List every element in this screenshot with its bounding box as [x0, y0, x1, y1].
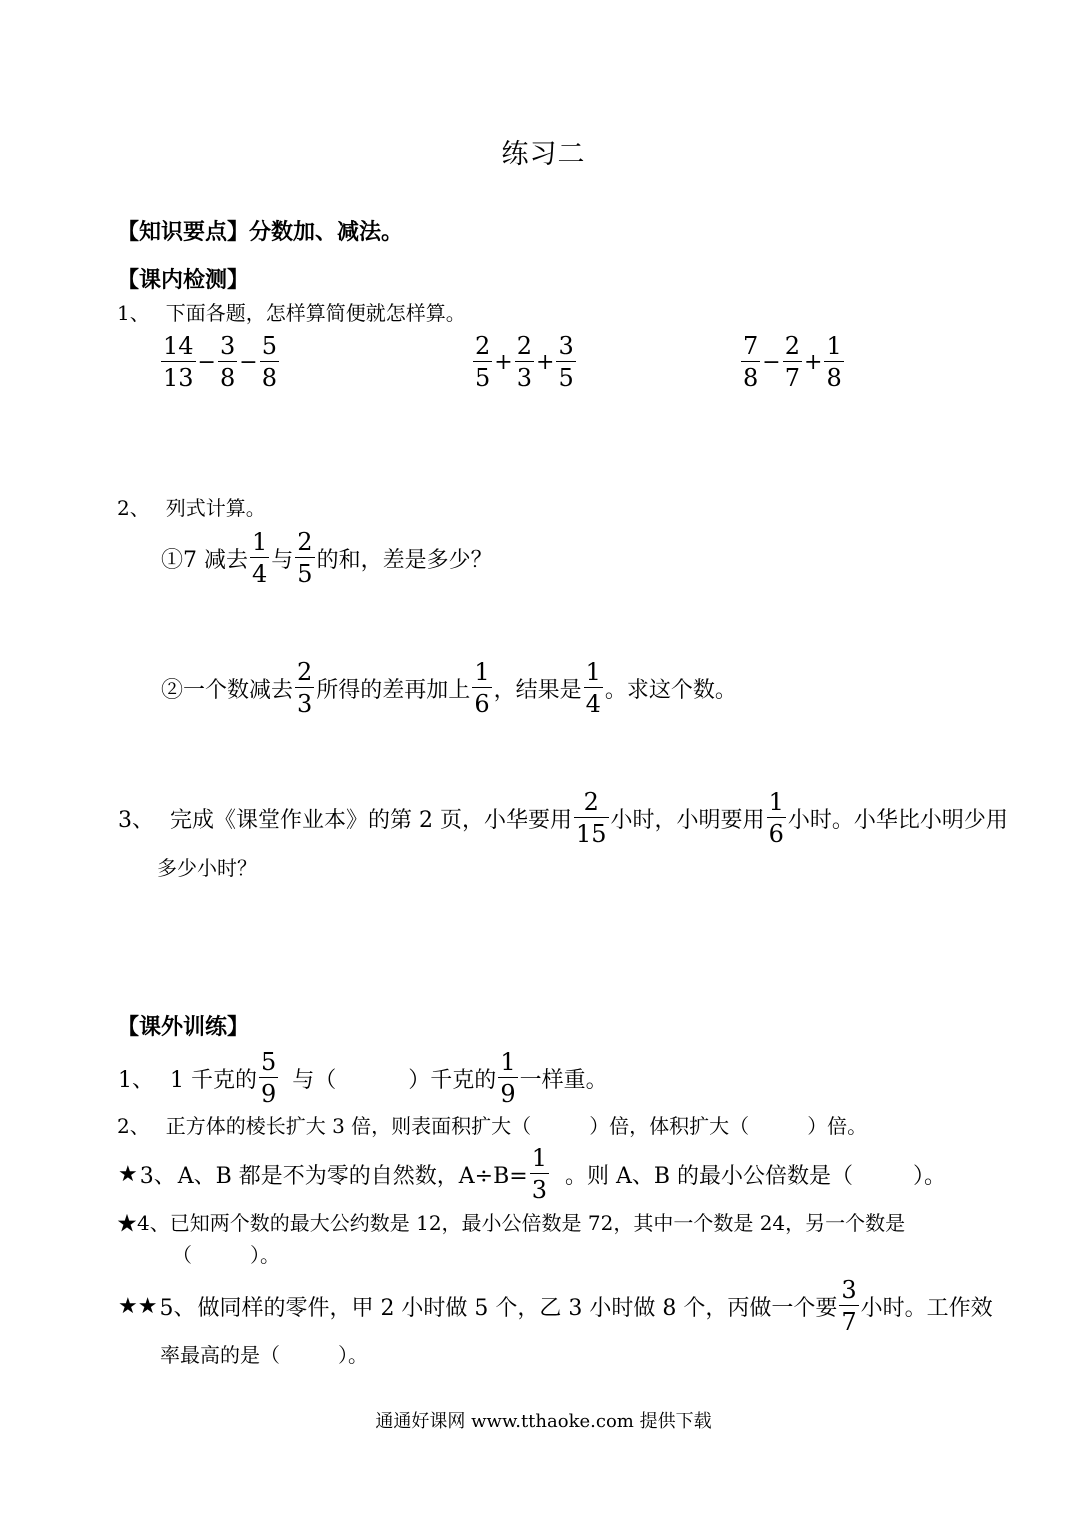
question-3-line-2: 多少小时？: [157, 856, 257, 880]
fraction: $\frac{1}{4}$: [585, 658, 601, 718]
question-text: 列式计算。: [165, 496, 266, 520]
fraction: $\frac{1}{6}$: [768, 788, 784, 848]
fraction: $\frac{1}{3}$: [531, 1144, 547, 1204]
knowledge-section: [117, 218, 403, 248]
extra-question-2: 2、 正方体的棱长扩大 3 倍，则表面积扩大（ ）倍，体积扩大（ ）倍。: [117, 1114, 868, 1138]
knowledge-label: 【知识要点】: [117, 220, 250, 245]
fraction: $\frac{1}{9}$: [500, 1048, 516, 1108]
star-icon: ★: [118, 1161, 138, 1187]
star-icon: ★: [117, 1211, 137, 1235]
operator: −: [239, 349, 258, 375]
fraction: $\frac{14}{13}$: [163, 332, 194, 392]
extra-question-1: 1、 1 千克的 $\frac{5}{9}$ 与（ ）千克的 $\frac{1}{9}$ 一样重。: [118, 1048, 608, 1108]
fraction: $\frac{2}{15}$: [576, 788, 607, 848]
fraction: $\frac{2}{3}$: [297, 658, 313, 718]
fraction: $\frac{7}{8}$: [743, 332, 759, 392]
expression-a: [160, 334, 280, 390]
question-number: 2、: [117, 1114, 150, 1138]
operator: −: [197, 349, 216, 375]
question-number: 3、: [118, 807, 154, 833]
in-class-label: 【课内检测】: [117, 268, 250, 293]
page-title: 练习二: [501, 139, 586, 170]
extra-question-4-line-2: （ ）。: [172, 1243, 280, 1267]
fraction: $\frac{2}{5}$: [475, 332, 491, 392]
fraction: $\frac{3}{7}$: [841, 1276, 857, 1336]
question-number: 1、: [117, 301, 150, 325]
question-number: 1、: [118, 1067, 154, 1093]
question-number: 3、: [139, 1163, 176, 1189]
fraction: $\frac{2}{3}$: [516, 332, 532, 392]
extra-label: 【课外训练】: [117, 1015, 250, 1040]
question-3: 3、 完成《课堂作业本》的第 2 页，小华要用 $\frac{2}{15}$ 小时，小明要用 $\frac{1}{6}$ 小时。小华比小明少用: [118, 788, 1008, 848]
question-text: 下面各题，怎样算简便就怎样算。: [165, 301, 466, 325]
fraction: $\frac{5}{9}$: [261, 1048, 277, 1108]
operator: +: [494, 349, 513, 375]
knowledge-text: 分数加、减法。: [249, 220, 404, 245]
operator: −: [762, 349, 781, 375]
extra-question-5-line-2: 率最高的是（ ）。: [160, 1343, 368, 1367]
fraction: $\frac{3}{5}$: [558, 332, 574, 392]
fraction: $\frac{3}{8}$: [219, 332, 236, 392]
fraction: $\frac{1}{6}$: [474, 658, 490, 718]
expression-c: [740, 334, 845, 390]
page-footer: 通通好课网 www.tthaoke.com 提供下载: [375, 1411, 712, 1432]
question-number: 4、: [137, 1211, 170, 1235]
expression-b: [472, 334, 577, 390]
operator: +: [804, 349, 823, 375]
fraction: $\frac{2}{5}$: [297, 528, 313, 588]
fraction: $\frac{2}{7}$: [784, 332, 800, 392]
extra-question-5: ★★5、做同样的零件，甲 2 小时做 5 个，乙 3 小时做 8 个，丙做一个要 $\frac{3}{7}$ 小时。工作效: [118, 1276, 993, 1336]
question-number: 2、: [117, 496, 150, 520]
fraction: $\frac{1}{8}$: [826, 332, 842, 392]
question-2-sub-2: ②一个数减去 $\frac{2}{3}$ 所得的差再加上 $\frac{1}{6}$ ，结果是 $\frac{1}{4}$ 。求这个数。: [161, 658, 737, 718]
star-icon: ★★: [118, 1293, 158, 1319]
question-2-sub-1: ①7 减去 $\frac{1}{4}$ 与 $\frac{2}{5}$ 的和，差是多少？: [161, 528, 493, 588]
extra-question-3: ★3、A、B 都是不为零的自然数，A÷B= $\frac{1}{3}$ 。则 A、B 的最小公倍数是（ ）。: [118, 1144, 947, 1204]
extra-question-4: ★4、已知两个数的最大公约数是 12，最小公倍数是 72，其中一个数是 24，另一个数是: [117, 1211, 906, 1235]
fraction: $\frac{1}{4}$: [252, 528, 268, 588]
question-number: 5、: [159, 1295, 196, 1321]
question-2: [117, 493, 266, 523]
question-1: [117, 298, 466, 328]
fraction: $\frac{5}{8}$: [261, 332, 277, 392]
operator: +: [536, 349, 555, 375]
